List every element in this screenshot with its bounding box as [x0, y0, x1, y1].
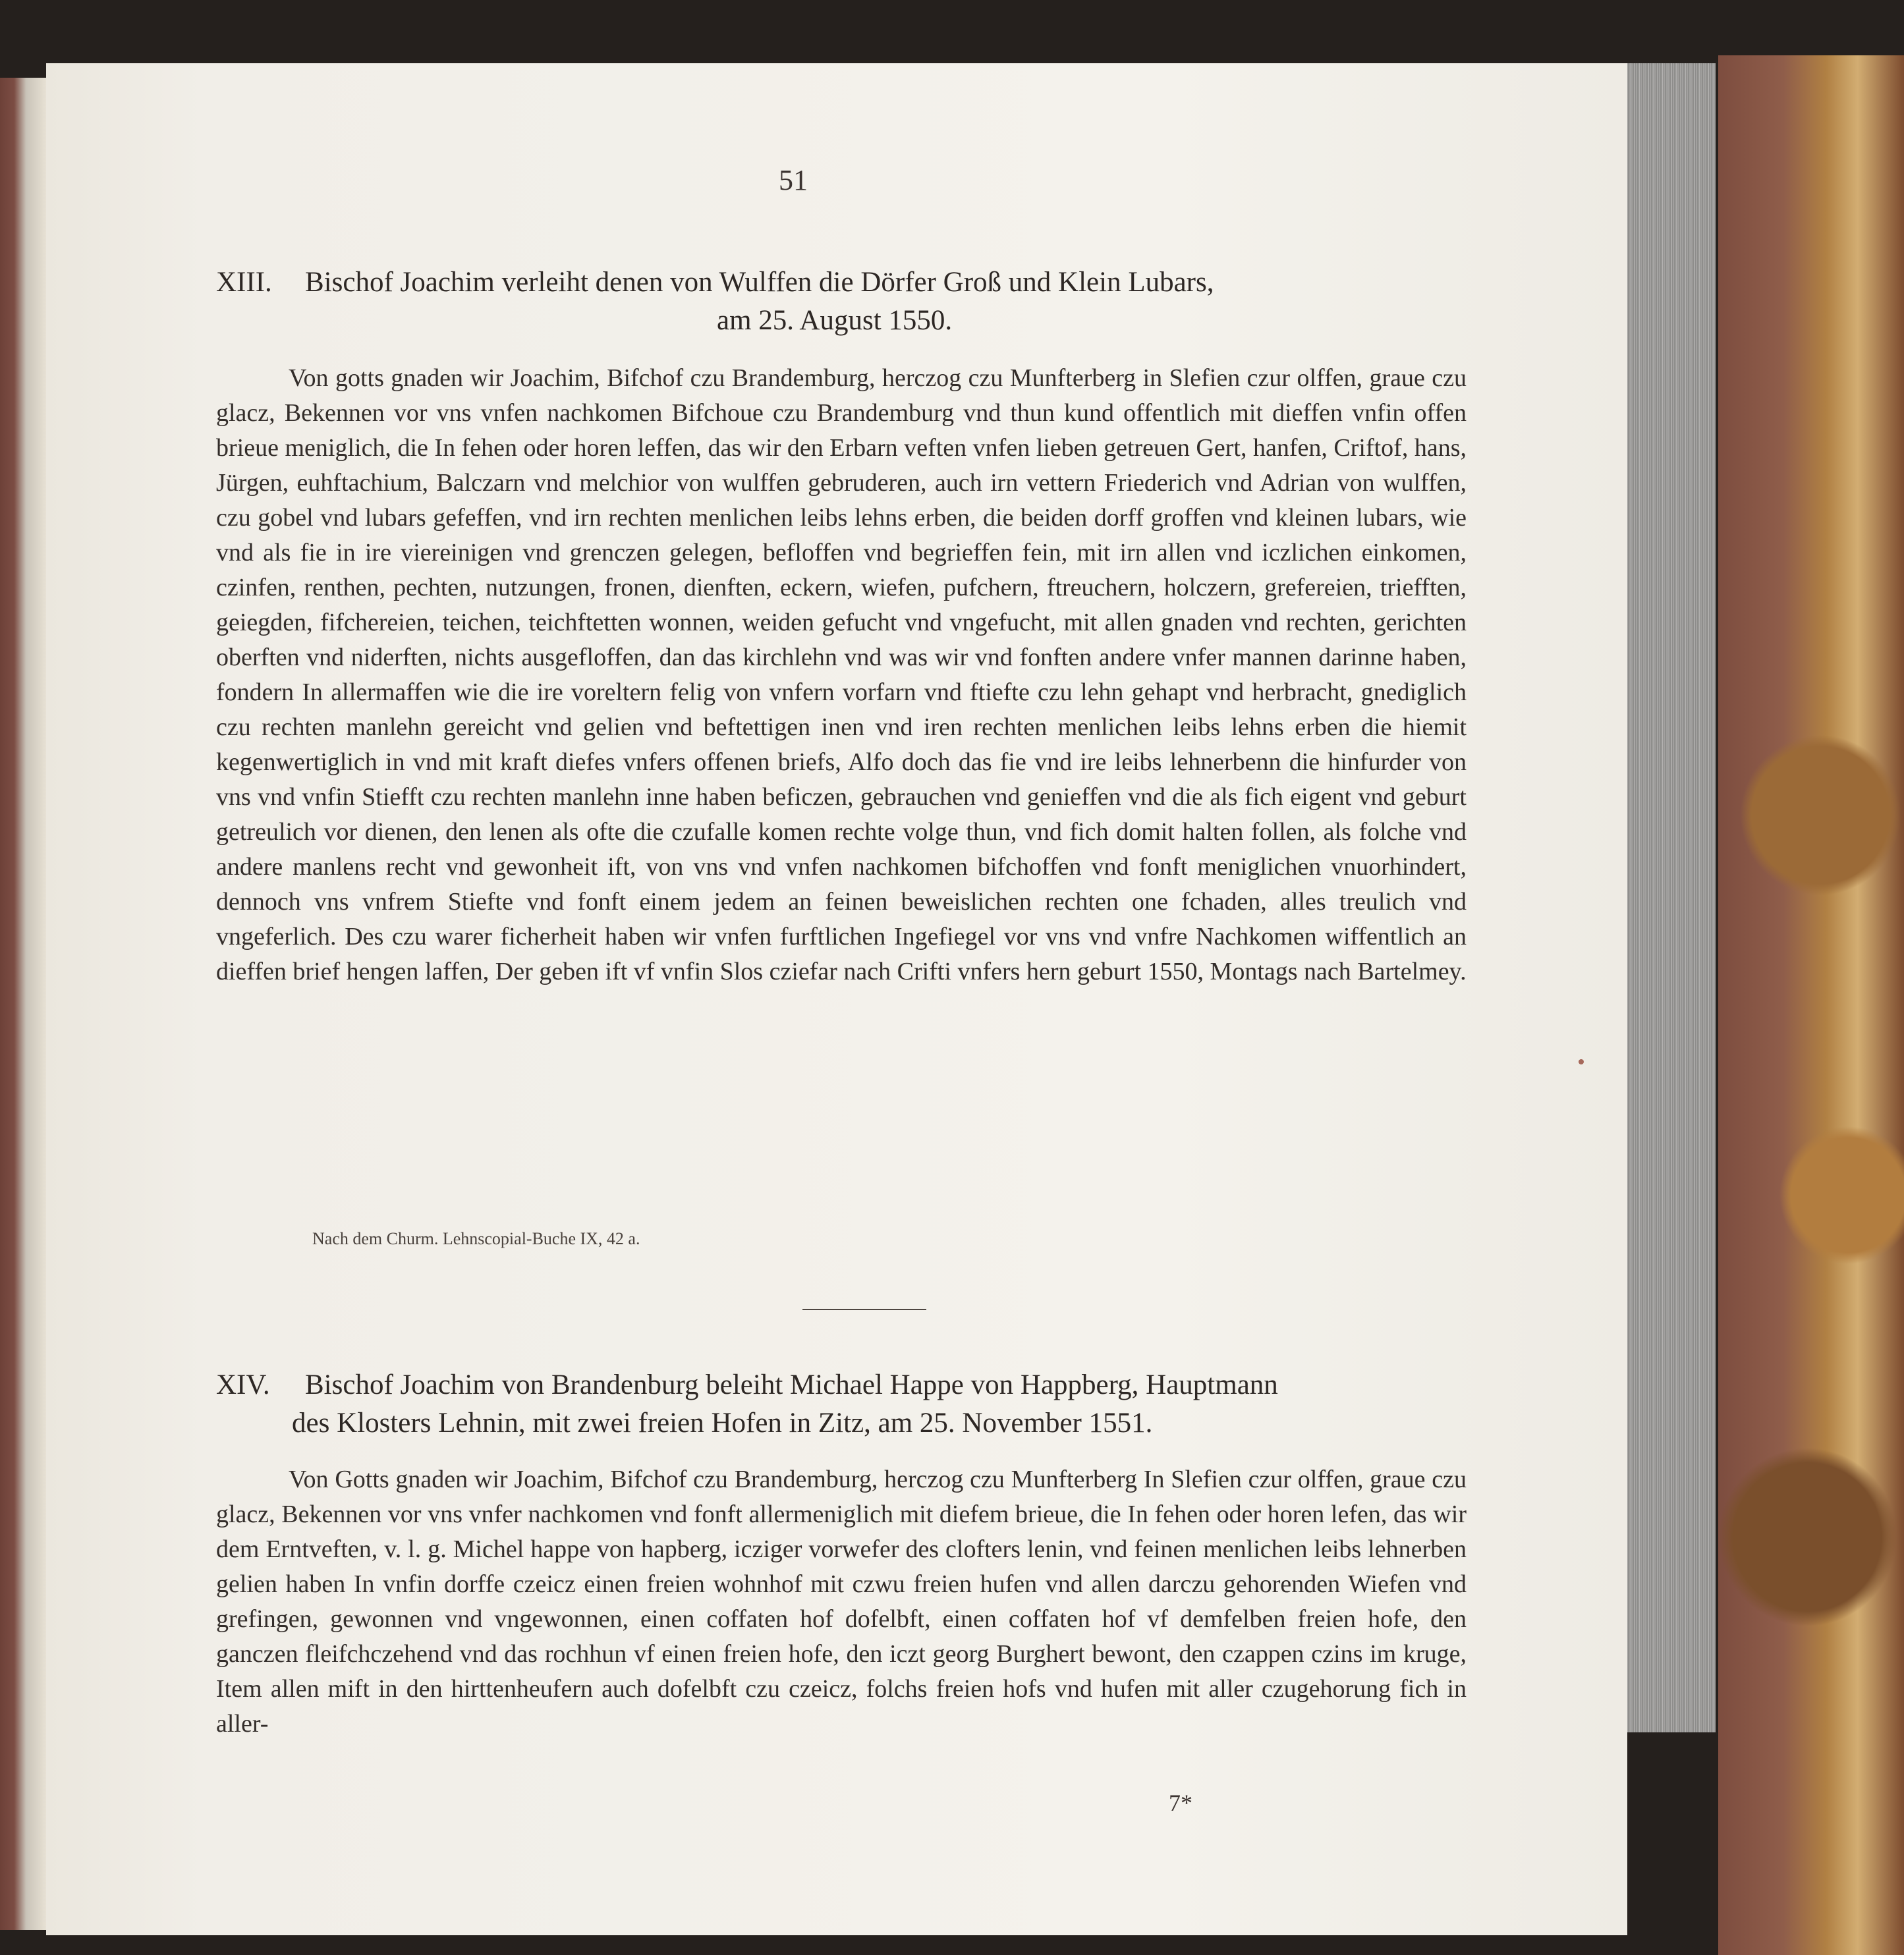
section-13-paragraph: Von gotts gnaden wir Joachim, Bifchof czu Brandemburg, herczog czu Munfterberg in Slefien czur olffen, graue czu glacz, Bekennen vor vns vnfen nachkomen Bifchoue czu Brandemburg vnd thun kund offentlich mit dieffen vnfin offen brieue meniglich, die In fehen oder horen leffen, das wir den Erbarn veften vnfen lieben getreuen Gert, hanfen, Criftof, hans, Jürgen, euhftachium, Balczarn vnd melchior von wulffen gebruderen, auch irn vettern Friederich vnd Adrian von wulffen, czu gobel vnd lubars gefeffen, vnd irn rechten menlichen leibs lehns erben, die beiden dorff groffen vnd kleinen lubars, wie vnd als fie in ire viereinigen vnd grenczen gelegen, befloffen vnd begrieffen fein, mit irn allen vnd iczlichen einkomen, czinfen, renthen, pechten, nutzungen, fronen, dienften, eckern, wiefen, pufchern, ftreuchern, holczern, grefereien, triefften, geiegden, fifchereien, teichen, teichftetten wonnen, weiden gefucht vnd vngefucht, mit allen gnaden vnd rechten, gerichten oberften vnd niderften, nichts ausgefloffen, dan das kirchlehn vnd was wir vnd fonften andere vnfer mannen darinne haben, fondern In allermaffen wie die ire voreltern felig von vnfern vorfarn vnd ftiefte czu lehn gehapt vnd herbracht, gnediglich czu rechten manlehn gereicht vnd gelien vnd beftettigen inen vnd iren rechten menlichen leibs lehns erben die hiemit kegenwertiglich in vnd mit kraft diefes vnfers offenen briefs, Alfo doch das fie vnd ire leibs lehnerbenn die hinfurder von vns vnd vnfin Stiefft czu rechten manlehn inne haben beficzen, gebrauchen vnd genieffen vnd die als fich eigent vnd geburt getreulich vor dienen, den lenen als ofte die czufalle komen rechte volge thun, vnd fich domit halten follen, als folche vnd andere manlens recht vnd gewonheit ift, von vns vnd vnfen nachkomen bifchoffen vnd fonft meniglichen vnuorhindert, dennoch vns vnfrem Stiefte vnd fonft einem jedem an feinen beweislichen rechten one fchaden, alles treulich vnd vngeferlich. Des czu warer ficherheit haben wir vnfen furftlichen Ingefiegel vor vns vnd vnfre Nachkomen wiffentlich an dieffen brief hengen laffen, Der geben ift vf vnfin Slos cziefar nach Crifti vnfers hern geburt 1550, Montags nach Bartelmey. — [216, 364, 1467, 985]
section-separator — [802, 1309, 926, 1310]
section-14-title-line-2: des Klosters Lehnin, mit zwei freien Hofen in Zitz, am 25. November 1551. — [292, 1408, 1153, 1439]
marbled-book-cover — [1718, 55, 1904, 1955]
section-13-body — [216, 361, 1467, 989]
section-14-number: XIV. — [216, 1369, 270, 1400]
red-dot-mark — [1579, 1059, 1584, 1064]
section-13-title-line-1: Bischof Joachim verleiht denen von Wulffen die Dörfer Groß und Klein Lubars, — [305, 267, 1214, 298]
page-number: 51 — [779, 164, 808, 196]
section-14-title-line-1: Bischof Joachim von Brandenburg beleiht Michael Happe von Happberg, Hauptmann — [305, 1369, 1278, 1400]
book-page — [46, 63, 1627, 1935]
section-14-heading — [216, 1366, 1278, 1443]
source-note: Nach dem Churm. Lehnscopial-Buche IX, 42 a. — [312, 1229, 640, 1248]
section-14-paragraph: Von Gotts gnaden wir Joachim, Bifchof czu Brandemburg, herczog czu Munfterberg In Slefien czur olffen, graue czu glacz, Bekennen vor vns vnfer nachkomen vnd fonft allermeniglich mit diefem brieue, die In fehen oder horen lefen, das wir dem Erntveften, v. l. g. Michel happe von hapberg, icziger vorwefer des clofters lenin, vnd feinen menlichen leibs lehnerben gelien haben In vnfin dorffe czeicz einen freien wohnhof mit czwu freien hufen vnd allen darczu gehorenden Wiefen vnd grefingen, gewonnen vnd vngewonnen, einen coffaten hof dofelbft, einen coffaten hof vf demfelben freien hofe, den ganczen fleifchczehend vnd das rochhun vf einen freien hofe, den iczt georg Burghert bewont, den czappen czins im kruge, Item allen mift in den hirttenheufern auch dofelbft czu czeicz, folchs freien hofs vnd hufen mit aller czugehorung fich in aller- — [216, 1466, 1467, 1738]
section-13-heading — [216, 263, 1214, 340]
page-fore-edge — [1626, 63, 1716, 1732]
signature-mark: 7* — [1169, 1790, 1192, 1816]
section-14-body — [216, 1462, 1467, 1742]
section-13-title-line-2: am 25. August 1550. — [717, 305, 953, 336]
section-13-number: XIII. — [216, 267, 272, 298]
left-book-edge — [0, 78, 47, 1930]
